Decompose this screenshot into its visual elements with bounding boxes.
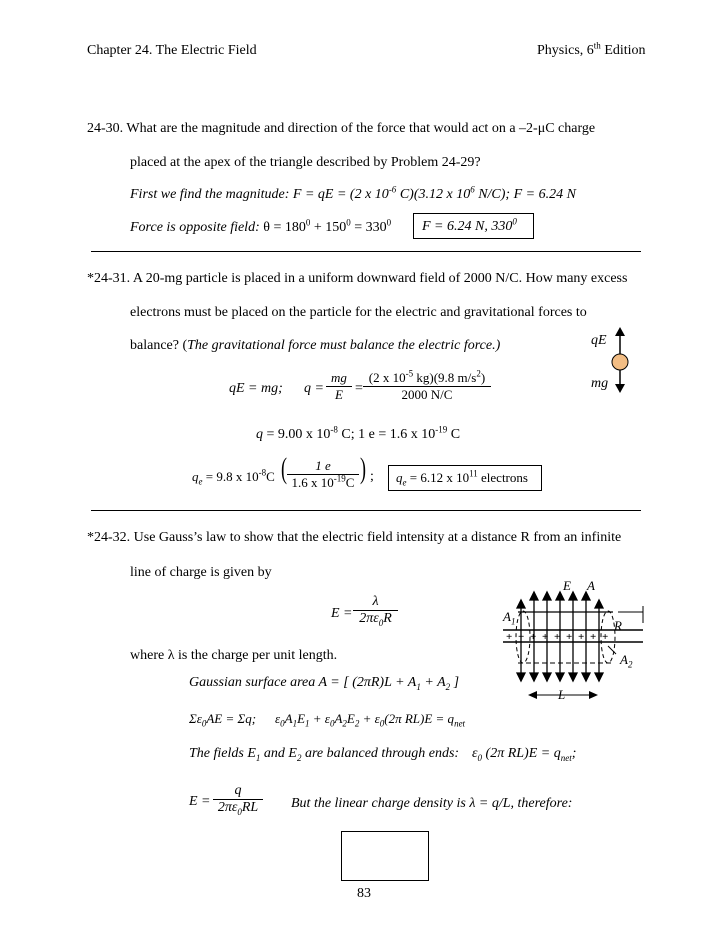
eq1-left: qE = mg; [229, 381, 283, 396]
eq2: q = 9.00 x $10^{-8}$ C; 1 e = 1.6 x $10^{-19}$ C [256, 424, 461, 442]
eq3-semicolon: ; [370, 469, 374, 484]
fields-balanced: The fields $E_1$ and $E_2$ are balanced through ends: [189, 746, 460, 763]
eq1-rfrac: $\frac{(2 x 10^{-5} kg)(9.8 m/s^2)}{2000 N/C}$ [363, 370, 491, 403]
svg-text:+: + [518, 631, 525, 643]
fig-A1-label: $A_1$ [503, 609, 516, 627]
p30-answer: F = 6.24 N, $330^0$ [422, 216, 517, 234]
res-frac: $\frac{q}{2\pi\varepsilon_0RL}$ [213, 783, 263, 816]
particle [612, 354, 628, 370]
gauss-area: Gaussian surface area A = [ $(2\pi R)L + A_1 + A_2$ ] [189, 675, 460, 692]
sum-long-eq: $\varepsilon_0A_1E_1 + \varepsilon_0A_2E_2 + \varepsilon_0(2\pi$ $RL)E = q_{net}$ [275, 711, 466, 729]
eq3-rparen: ) [360, 452, 366, 485]
p32-q2: line of charge is given by [130, 565, 272, 580]
svg-text:+: + [542, 631, 549, 643]
charge-plus-signs [506, 631, 608, 643]
p32-q1: *24-32. Use Gauss’s law to show that the electric field intensity at a distance R from an infinite [87, 530, 622, 545]
p30-line1: First we find the magnitude: F = qE = (2 x $10^{-6}$ C)(3.12 x $10^6$ N/C); F = 6.24 N [130, 184, 576, 202]
p31-answer: $q_e = 6.12$ x $10^{11}$ electrons [396, 468, 528, 488]
svg-text:+: + [602, 631, 609, 643]
qE-label: qE [591, 333, 607, 348]
answer-box-empty [341, 831, 429, 881]
res-lhs: E = [189, 794, 211, 809]
divider-1 [91, 251, 641, 252]
p32-where: where λ is the charge per unit length. [130, 648, 338, 663]
fig-R-label: R [614, 618, 622, 633]
gauss-cylinder-figure [498, 578, 648, 708]
svg-text:+: + [506, 631, 513, 643]
p30-q1: 24-30. What are the magnitude and direction of the force that would act on a –2-μC charge [87, 121, 596, 136]
svg-text:+: + [578, 631, 585, 643]
divider-2 [91, 510, 641, 511]
p31-q2: electrons must be placed on the particle for the electric and gravitational forces to [130, 305, 587, 320]
fig-E-label: E [563, 578, 571, 593]
up-arrow-head [615, 327, 625, 336]
eq3-frac: $\frac{1 e}{1.6 x 10^{-19}C}$ [287, 458, 359, 491]
particle-force-diagram [605, 325, 635, 395]
svg-text:+: + [530, 631, 537, 643]
p30-line2: Force is opposite field: $\theta = 180^0 + 150^0 = 330^0$ [130, 217, 392, 235]
but-text: But the linear charge density is λ = q/L, therefore: [291, 796, 573, 811]
p31-q3: balance? (The gravitational force must balance the electric force.) [130, 338, 501, 353]
fig-A-label: A [587, 578, 595, 593]
fields-eq: $\varepsilon_0$ (2π $RL)E = q_{net}$; [472, 746, 577, 763]
header-left: Chapter 24. The Electric Field [87, 43, 257, 58]
E-lhs: E = [331, 606, 353, 621]
eq1-q: q = [304, 381, 324, 396]
page-number: 83 [357, 886, 371, 901]
svg-text:+: + [590, 631, 597, 643]
eq1-frac: $\frac{mg}{E}$ [326, 370, 352, 403]
L-arrow-left [528, 691, 537, 699]
L-arrow-right [589, 691, 598, 699]
E-frac: $\frac{\lambda}{2\pi\varepsilon_0R}$ [353, 594, 398, 627]
svg-text:+: + [554, 631, 561, 643]
svg-text:+: + [566, 631, 573, 643]
mg-label: mg [591, 376, 609, 391]
sum-eq: $\Sigma\varepsilon_0AE = \Sigma q$; [189, 711, 257, 729]
down-arrow-head [615, 384, 625, 393]
eq3-lparen: ( [281, 452, 287, 485]
p31-q1: *24-31. A 20-mg particle is placed in a uniform downward field of 2000 N/C. How many excess [87, 271, 628, 286]
header-right: Physics, 6th Edition [537, 40, 646, 58]
eq1-eq: = [355, 381, 363, 396]
eq3-left: $q_e = 9.8$ x $10^{-8}C$ [192, 467, 275, 487]
p30-q2: placed at the apex of the triangle described by Problem 24-29? [130, 155, 481, 170]
fig-A2-label: $A_2$ [620, 652, 633, 670]
fig-L-label: L [558, 687, 566, 702]
